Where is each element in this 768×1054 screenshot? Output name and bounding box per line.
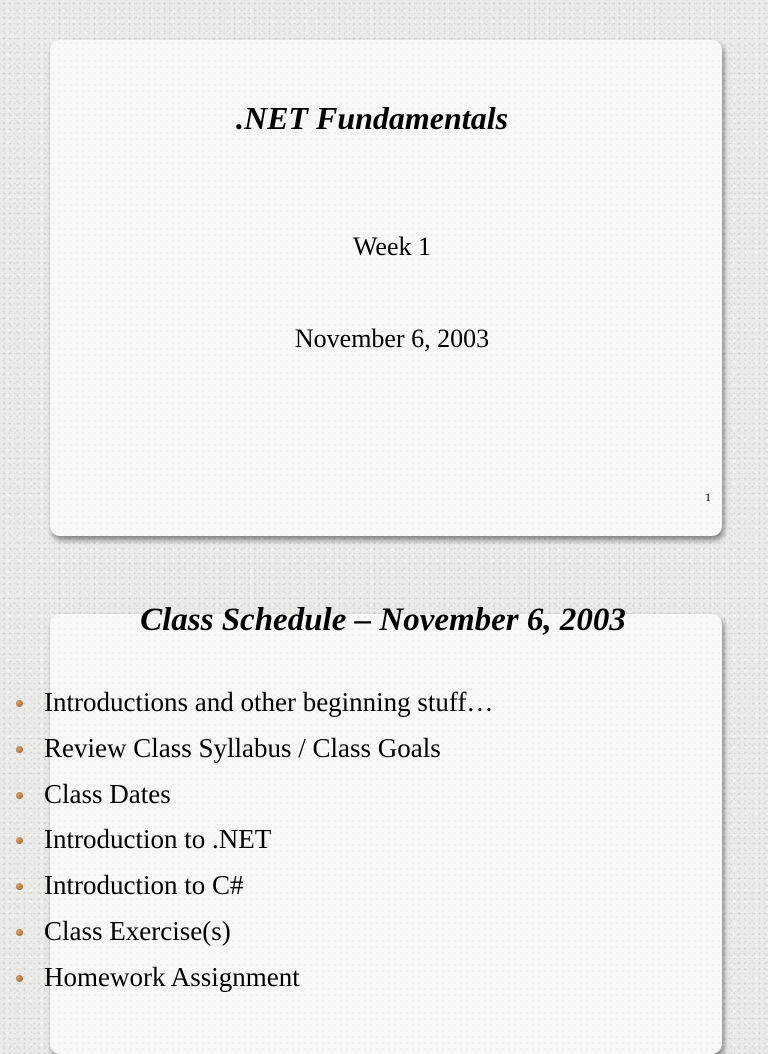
- bullet-dot-icon: [16, 700, 23, 707]
- bullet-item-introductions: [0, 680, 493, 726]
- bullet-text: Introduction to .NET: [44, 824, 272, 855]
- slide-1-title: .NET Fundamentals: [235, 100, 509, 136]
- slide-1-date: November 6, 2003: [294, 324, 490, 353]
- bullet-dot-icon: [16, 792, 23, 799]
- bullet-item-syllabus: [0, 726, 493, 772]
- bullet-text: Introduction to C#: [44, 870, 244, 901]
- bullet-text: Class Dates: [44, 778, 171, 809]
- bullet-item-homework: [0, 955, 493, 1001]
- slide-2-title: Class Schedule – November 6, 2003: [140, 602, 626, 638]
- bullet-dot-icon: [16, 746, 23, 753]
- slide-1-page-number: 1: [705, 490, 711, 504]
- bullet-dot-icon: [16, 837, 23, 844]
- schedule-bullet-list: [0, 680, 493, 1001]
- bullet-item-class-dates: [0, 772, 493, 818]
- bullet-text: Class Exercise(s): [44, 915, 231, 946]
- bullet-text: Review Class Syllabus / Class Goals: [44, 732, 441, 763]
- bullet-item-intro-csharp: [0, 863, 493, 909]
- bullet-dot-icon: [16, 929, 23, 936]
- bullet-text: Homework Assignment: [44, 961, 300, 992]
- bullet-item-intro-net: [0, 817, 493, 863]
- bullet-dot-icon: [16, 883, 23, 890]
- bullet-text: Introductions and other beginning stuff…: [44, 687, 494, 717]
- bullet-item-class-exercises: [0, 909, 493, 955]
- bullet-dot-icon: [16, 975, 23, 982]
- slide-1-week: Week 1: [352, 232, 432, 261]
